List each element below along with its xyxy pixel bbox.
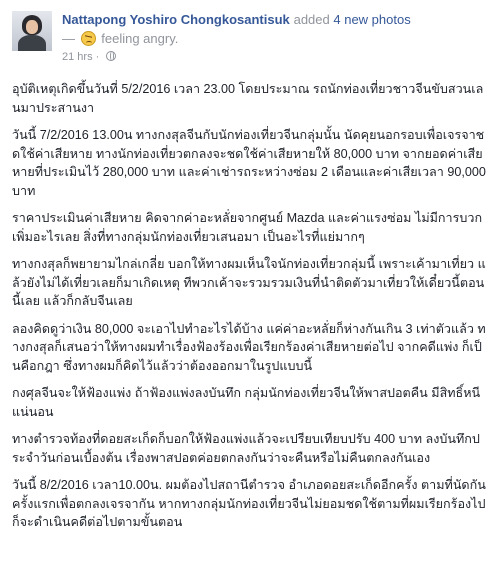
post-meta <box>62 51 116 63</box>
post-body <box>12 80 486 541</box>
post-paragraph: วันนี้ 8/2/2016 เวลา10.00น. ผมต้องไปสถานีตำรวจ อำเภอดอยสะเก็ดอีกครั้ง ตามที่นัดกันครั้งแรกเพื่อตกลงเจรจากัน หากทางกลุ่มนักท่องเที่ยวจีนไม่ยอมชดใช้ตามที่ผมเรียกร้องไป ก็จะดำเนินคดีต่อไปตามขั้นตอน <box>12 478 486 529</box>
meta-separator: · <box>95 51 100 63</box>
post-paragraph: ทางกงสุลก็พยายามไกล่เกลี่ย บอกให้ทางผมเห็นใจนักท่องเที่ยวกลุ่มนี้ เพราะเค้ามาเที่ยว แล้วยังไม่ได้เที่ยวเลยก็มาเกิดเหตุ ทีพวกเค้าจะรวมรวมเงินที่นำติดตัวมาเที่ยวให้เดี๋ยวนี้ตอนนี้เลย แล้วก็กลับจีนเลย <box>12 257 486 308</box>
feeling-dash: — <box>62 31 75 46</box>
timestamp-link[interactable]: 21 hrs <box>62 51 93 63</box>
action-prefix: added <box>293 12 330 27</box>
avatar-body <box>18 35 46 51</box>
post-paragraph: วันนี้ 7/2/2016 13.00น ทางกงสุลจีนกับนักท่องเที่ยวจีนกลุ่มนั้น นัดคุยนอกรอบเพื่อเจรจาชดใช้ค่าเสียหาย ทางนักท่องเที่ยวตกลงจะชดใช้ค่าเสียหายให้ 80,000 บาท จากยอดค่าเสียหายที่ประเมินไว้ 280,000 บาท และค่าเช่ารถระหว่างซ่อม 2 เดือนและค่าเสียเวลา 90,000 บาท <box>12 128 486 198</box>
feeling-line <box>62 31 178 46</box>
post-paragraph: อุบัติเหตุเกิดขึ้นวันที่ 5/2/2016 เวลา 23.00 โดยประมาณ รถนักท่องเที่ยวชาวจีนขับสวนเลนมาประสานงา <box>12 82 484 115</box>
post-action <box>294 12 411 27</box>
post-title-line <box>62 12 487 28</box>
avatar-face <box>26 20 38 34</box>
author-avatar[interactable] <box>12 11 52 51</box>
post-paragraph: กงศุลจีนจะให้ฟ้องแพ่ง ถ้าฟ้องแพ่งลงบันทึก กลุ่มนักท่องเที่ยวจีนให้พาสปอตคืน มีสิทธิ์หนีแน่นอน <box>12 386 481 419</box>
globe-icon[interactable] <box>106 51 116 61</box>
angry-face-icon <box>81 31 96 46</box>
post-paragraph: ลองคิดดูว่าเงิน 80,000 จะเอาไปทำอะไรได้บ้าง แค่ค่าอะหลั่ยก็ห่างกันเกิน 3 เท่าตัวแล้ว ทางกงสุลก็เสนอว่าให้ทางผมทำเรื่องฟ้องร้องเพื่อเรียกร้องค่าเสียหายต่อไป จากคดีแพ่ง ก็เป็นคือกฎา ซึ่งทางผมก็คิดไว้แล้วว่าต้องออกมาในรูปแบบนี้ <box>12 321 486 373</box>
author-name-link[interactable]: Nattapong Yoshiro Chongkosantisuk <box>62 12 290 27</box>
photos-count-link[interactable]: 4 new photos <box>333 12 411 27</box>
post-header <box>0 0 493 70</box>
feeling-text: feeling angry. <box>101 31 179 46</box>
post-paragraph: ราคาประเมินค่าเสียหาย คิดจากค่าอะหลั่ยจากศูนย์ Mazda และค่าแรงซ่อม ไม่มีการบวกเพิ่มอะไรเลย สิ่งที่ทางกลุ่มนักท่องเที่ยวเสนอมา เป็นอะไรที่แย่มากๆ <box>12 211 483 244</box>
post-paragraph: ทางตำรวจท้องที่ดอยสะเก็ดก็บอกให้ฟ้องแพ่งแล้วจะเปรียบเทียบปรับ 400 บาท ลงบันทึกประจำวันก่อนเบื้องต้น เรื่องพาสปอตค่อยตกลงกันว่าจะคืนหรือไม่คืนตกลงกันเอง <box>12 432 480 465</box>
